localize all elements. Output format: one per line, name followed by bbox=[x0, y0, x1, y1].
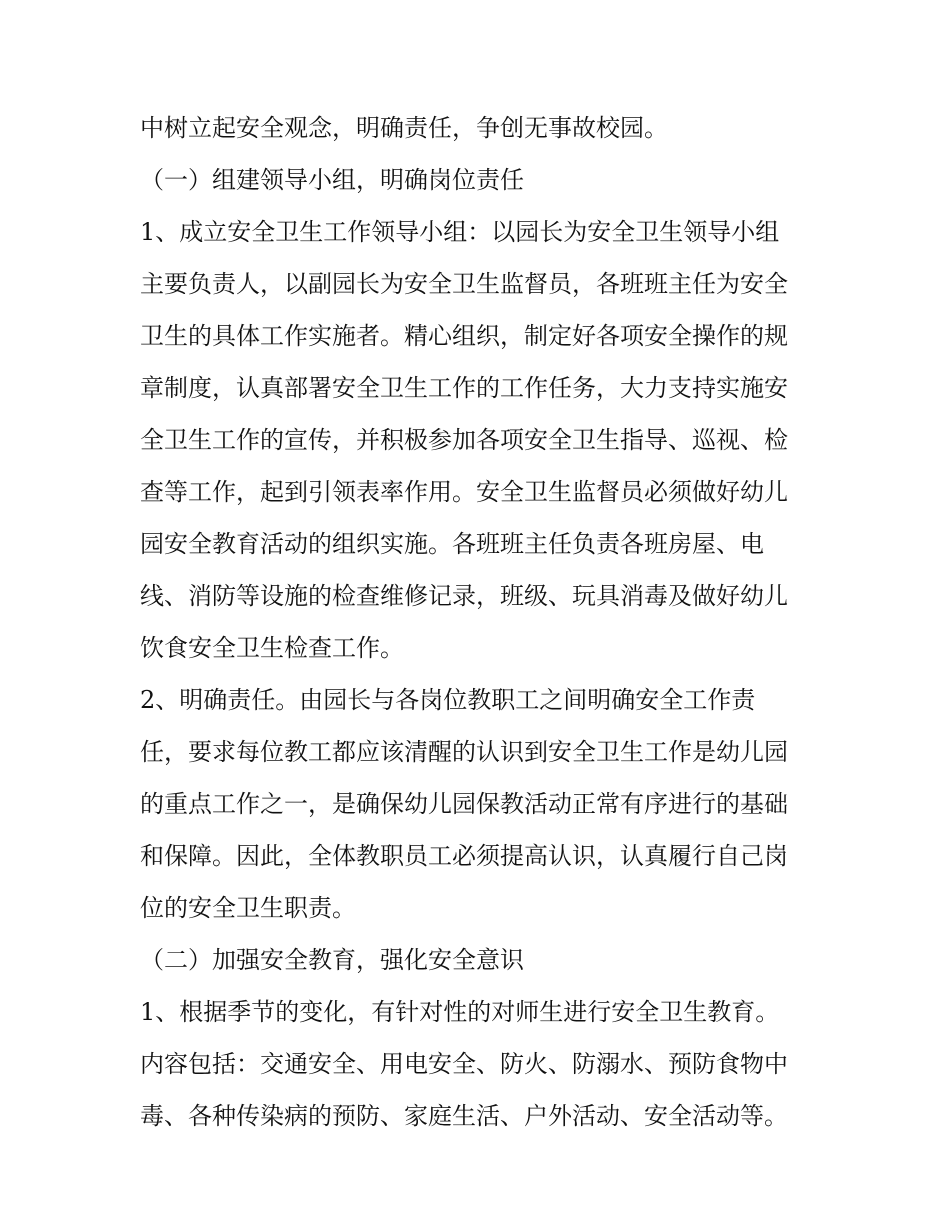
paragraph-line: 全卫生工作的宣传，并积极参加各项安全卫生指导、巡视、检 bbox=[140, 426, 788, 454]
paragraph-line: 线、消防等设施的检查维修记录，班级、玩具消毒及做好幼儿 bbox=[140, 582, 788, 610]
section-heading-1: （一）组建领导小组，明确岗位责任 bbox=[140, 166, 524, 194]
paragraph-line: 园安全教育活动的组织实施。各班班主任负责各班房屋、电 bbox=[140, 530, 764, 558]
paragraph-line: 查等工作，起到引领表率作用。安全卫生监督员必须做好幼儿 bbox=[140, 478, 788, 506]
paragraph-line: 2、明确责任。由园长与各岗位教职工之间明确安全工作责 bbox=[140, 686, 756, 714]
paragraph-line: 1、成立安全卫生工作领导小组：以园长为安全卫生领导小组 bbox=[140, 218, 780, 246]
paragraph-line: 的重点工作之一，是确保幼儿园保教活动正常有序进行的基础 bbox=[140, 790, 788, 818]
paragraph-line: 位的安全卫生职责。 bbox=[140, 894, 356, 922]
paragraph-line: 章制度，认真部署安全卫生工作的工作任务，大力支持实施安 bbox=[140, 374, 788, 402]
paragraph-line: 主要负责人，以副园长为安全卫生监督员，各班班主任为安全 bbox=[140, 270, 788, 298]
paragraph-line: 毒、各种传染病的预防、家庭生活、户外活动、安全活动等。 bbox=[140, 1102, 788, 1130]
paragraph-line: 1、根据季节的变化，有针对性的对师生进行安全卫生教育。 bbox=[140, 998, 780, 1026]
paragraph-line: 中树立起安全观念，明确责任，争创无事故校园。 bbox=[140, 114, 668, 142]
paragraph-line: 卫生的具体工作实施者。精心组织，制定好各项安全操作的规 bbox=[140, 322, 788, 350]
paragraph-line: 饮食安全卫生检查工作。 bbox=[140, 634, 404, 662]
section-heading-2: （二）加强安全教育，强化安全意识 bbox=[140, 946, 524, 974]
paragraph-line: 任，要求每位教工都应该清醒的认识到安全卫生工作是幼儿园 bbox=[140, 738, 788, 766]
paragraph-line: 内容包括：交通安全、用电安全、防火、防溺水、预防食物中 bbox=[140, 1050, 788, 1078]
paragraph-line: 和保障。因此，全体教职员工必须提高认识，认真履行自己岗 bbox=[140, 842, 788, 870]
